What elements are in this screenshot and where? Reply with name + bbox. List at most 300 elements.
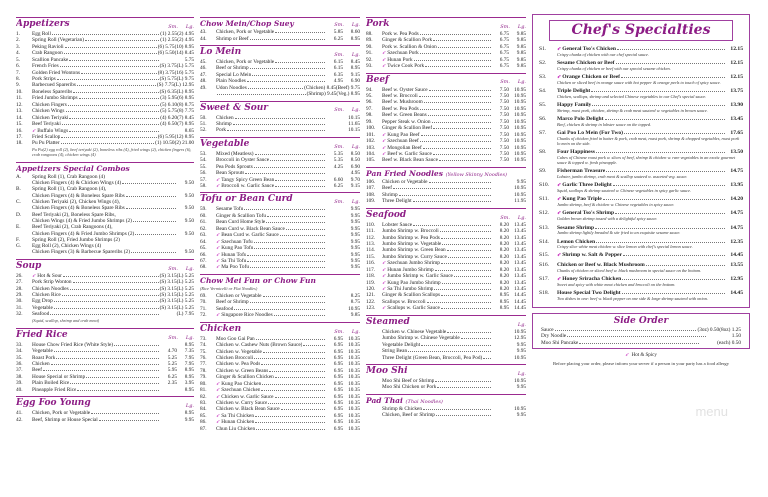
item-name: Moo Shi Chicken or Pork (382, 384, 437, 391)
specialty-item (539, 116, 743, 128)
section-subtitle: (Thai Noodles) (405, 398, 443, 405)
section-title: Fried Rice (16, 329, 68, 340)
item-number: 111. (366, 228, 375, 235)
dot-leader (622, 291, 725, 294)
item-price-large: 12.95 (514, 335, 526, 342)
beef-list (366, 87, 526, 164)
item-price-large: 13.45 (514, 279, 526, 286)
specialty-item (539, 168, 743, 180)
item-price-small: (4) 6.50 (160, 121, 177, 128)
dot-leader (435, 379, 491, 382)
item-price-large: 10.35 (348, 400, 360, 406)
item-price-small: 7.50 (499, 157, 509, 164)
item-price-small: (S) 7.75 (156, 82, 174, 89)
item-price-small: 6.75 (499, 30, 509, 37)
side-price-small: (3oz) 0.50 (697, 326, 720, 333)
item-price-small: 6.95 (333, 367, 343, 374)
combo-letter: F. (16, 236, 20, 243)
specialty-item (539, 46, 743, 58)
item-name: Fried Jumbo Shrimps (32, 95, 78, 102)
item-number: 104. (366, 150, 376, 157)
item-price-small: 6.95 (333, 361, 343, 368)
item-price-small: 6.95 (333, 354, 343, 361)
item-number: 53. (200, 150, 207, 157)
item-name: House Special or Shrimp (32, 373, 86, 380)
dot-leader (423, 407, 491, 410)
specialty-description: Squid, scallops & shrimp sauteed w. Chinese vegetables in spicy garlic sauce. (557, 188, 692, 194)
item-number: 51. (200, 121, 207, 128)
allergy-notice: Before placing your order, please inform your server if a person in your party has a food allergy (552, 361, 730, 367)
item-price-large: 13.45 (514, 266, 526, 273)
dot-leader (267, 214, 325, 217)
specialty-name: Sesame Shrimp (557, 224, 595, 231)
item-number: 28. (16, 285, 23, 292)
item-price-large: (7) 8.45 (177, 114, 194, 121)
item-price-large: (10) 8.95 (174, 43, 194, 50)
item-number: 77. (200, 361, 207, 368)
specialty-name: Gai Poo Lo Mein (For Two) (557, 130, 624, 137)
dot-leader (606, 169, 725, 172)
specialty-price: 14.75 (730, 210, 743, 217)
item-number: 33. (16, 341, 23, 348)
dot-leader (439, 158, 491, 161)
dot-leader (567, 334, 706, 337)
section-title: Egg Foo Young (16, 398, 91, 409)
dot-leader (77, 388, 159, 391)
combo-name: Egg Roll (2), Chicken Wings (4) (32, 243, 102, 250)
item-price-small: 8.20 (499, 221, 509, 228)
item-price-large: 9.95 (350, 245, 360, 252)
specialty-item (539, 130, 743, 147)
item-price-small: (6) 5.75 (157, 43, 175, 50)
item-price-small: 7.50 (499, 86, 509, 93)
item-price-small: 6.95 (333, 393, 343, 400)
item-price-large: (2) 21.00 (174, 140, 194, 147)
pad-thai-list (366, 406, 526, 419)
dot-leader (254, 240, 325, 243)
item-price-large: (14) 8.45 (174, 50, 194, 57)
item-price-small: 7.50 (499, 105, 509, 112)
item-number: 42. (16, 416, 23, 423)
item-price-large: 14.45 (514, 292, 526, 299)
specialty-item (539, 225, 743, 237)
item-price-large: 9.70 (350, 176, 360, 183)
item-price-large: 8.65 (184, 127, 194, 134)
item-price-small: (5) 5.75 (160, 108, 177, 115)
dot-leader (235, 116, 325, 119)
item-name: Chicken Wings (32, 108, 65, 115)
item-number: 16. (16, 127, 23, 134)
dot-leader (51, 362, 159, 365)
item-price-large: 8.45 (350, 58, 360, 65)
item-price-small: 5.35 (333, 157, 343, 164)
item-price-small: 6.15 (333, 58, 343, 65)
item-number: 108. (366, 191, 376, 198)
item-price-small: (S) 3.15 (159, 304, 177, 311)
hot-spicy-icon: ➶ (382, 261, 387, 267)
item-price-large: 13.45 (514, 286, 526, 293)
item-price-large: 7.95 (184, 360, 194, 367)
combo-name: Chicken Fingers (3) & Barbecue Spareribs (2) (32, 249, 130, 256)
item-number: 121. (366, 292, 376, 299)
section-header (16, 259, 194, 272)
item-price-large: 6.90 (350, 78, 360, 85)
item-name: Kung Pao Beef (387, 131, 420, 138)
item-name: Chicken w. Vegetable (216, 348, 262, 355)
item-number: 34. (16, 348, 23, 355)
item-price-large: 9.95 (350, 232, 360, 239)
item-number: 64. (200, 238, 207, 245)
item-price-small: 8.20 (499, 286, 509, 293)
dot-leader (275, 184, 325, 187)
section-title: Tofu or Bean Curd (200, 194, 293, 205)
item-price-large: 9.95 (350, 225, 360, 232)
item-number: 14. (16, 114, 23, 121)
dot-leader (624, 131, 725, 134)
item-name: Jumbo Shrimp w. Green Bean (382, 247, 446, 254)
item-price-small: 6.15 (333, 65, 343, 72)
item-price-large: 10.15 (348, 127, 360, 134)
dot-leader (424, 100, 491, 103)
dot-leader (252, 73, 325, 76)
item-price-large: 10.95 (514, 157, 526, 164)
item-name: Bean Curd Home Style (216, 219, 266, 226)
item-price-small: (S) 6.35 (159, 88, 177, 95)
dot-leader (57, 77, 159, 80)
item-name: Crab Rangoon (32, 50, 63, 57)
item-name: Hot & Sour (37, 272, 62, 279)
specialty-description: Jumbo shrimp, beef & chicken w. Chinese vegetables in spicy sauce. (557, 202, 675, 208)
size-label: Lg. (185, 403, 194, 410)
dot-leader (61, 135, 156, 138)
dot-leader (217, 92, 306, 95)
item-name: Tangy Spicy Green Bean (221, 176, 275, 183)
item-price-small: 6.95 (333, 387, 343, 394)
item-name: Pork Strip Wonton (32, 279, 72, 286)
item-price-large: (L) 5.25 (176, 285, 194, 292)
size-label: Sm. (168, 334, 178, 341)
specialty-code: S3. (539, 74, 547, 81)
item-number: 103. (366, 144, 376, 151)
item-price-large: (2) 4.95 (177, 37, 194, 44)
dot-leader (263, 294, 326, 297)
pork-list (366, 31, 526, 70)
size-label: Lg. (517, 370, 526, 377)
item-name: Szechuan Jumbo Shrimp (387, 260, 440, 267)
item-price-large: 13.45 (514, 247, 526, 254)
specialty-code: S6. (539, 116, 547, 123)
dot-leader (447, 330, 491, 333)
item-price-large: 3.95 (184, 380, 194, 387)
item-price-large: 10.95 (514, 405, 526, 412)
dot-leader (263, 350, 325, 353)
hot-spicy-icon: ➶ (382, 57, 387, 63)
item-price-large: 10.35 (348, 412, 360, 419)
specialty-description: Chicken, scallops, shrimp and selected Chinese vegetables in our Chef's special sauce. (557, 94, 707, 100)
item-price-small: 6.95 (333, 406, 343, 413)
dot-leader (442, 281, 491, 284)
item-number: 38. (16, 373, 23, 380)
specialty-name: Chicken or Beef w. Black Mushroom (557, 261, 645, 268)
dot-leader (605, 117, 725, 120)
dot-leader (56, 356, 159, 359)
item-price-large: (L) 5.25 (176, 272, 194, 279)
specialty-price: 14.75 (730, 168, 743, 175)
size-label: Lg. (517, 321, 526, 328)
section-note: Pu Pu(2) egg roll (2), beef teriyaki (2), boneless ribs (4), fried wings (2), chicken fingers (6), crab rangoons (4), chicken wings (4) (32, 146, 192, 157)
hot-spicy-icon: ➶ (382, 51, 387, 57)
item-name: Chicken, Pork or Vegetable (216, 29, 275, 36)
item-price-small: (3) 5.95 (160, 95, 177, 102)
dot-leader (248, 86, 303, 89)
item-price-large: 9.15 (350, 183, 360, 190)
dot-leader (62, 122, 159, 125)
specialty-item (539, 196, 743, 208)
item-name: Singapore Rice Noodles (221, 312, 273, 319)
section-header (366, 364, 526, 377)
dot-leader (244, 207, 325, 210)
item-number: 49. (200, 84, 207, 91)
specialty-description: Chunks of chicken or sliced beef w. black mushroom in special sauce on the bottom. (557, 267, 702, 273)
item-price-large: 8.50 (350, 150, 360, 157)
menu-item-row (16, 387, 194, 393)
item-number: 109. (366, 198, 376, 205)
item-number: 31. (16, 304, 23, 311)
section-note: (Squid, scallop, shrimp and crab meat) (32, 317, 100, 323)
combo-name: Spring Roll (1), Crab Rangoon (4), (32, 186, 107, 193)
item-number: 82. (200, 393, 207, 400)
dot-leader (399, 193, 491, 196)
dot-leader (262, 382, 325, 385)
specialty-price: 12.35 (730, 238, 743, 245)
specialty-price: 14.20 (730, 196, 743, 203)
combo-item-row (16, 249, 194, 255)
dot-leader (603, 197, 725, 200)
item-price-small: (S) 3.15 (159, 285, 177, 292)
item-price-large: 10.95 (514, 99, 526, 106)
item-price-large: 8.95 (184, 386, 194, 393)
item-name: Hunan Tofu (221, 251, 247, 258)
item-number: 71. (200, 305, 207, 312)
menu-item-row (366, 63, 526, 69)
item-price-large: (Veg.) 8.95 (336, 91, 360, 98)
item-price-large: 14.45 (514, 305, 526, 312)
item-name: Jumbo Shrimp w. Curry Sauce (382, 253, 447, 260)
dot-leader (286, 227, 325, 230)
item-name: Ginger & Scallion Tofu (216, 212, 266, 219)
dot-leader (50, 312, 158, 315)
specialty-code: S18. (539, 289, 550, 296)
item-price-small: (S) 3.15 (159, 298, 177, 305)
item-name: Seafood (216, 305, 234, 312)
item-price-large: (12) 8.95 (174, 133, 194, 140)
item-name: Szechuan Pork (387, 50, 419, 57)
dot-leader (454, 274, 491, 277)
item-number: 96. (366, 99, 373, 106)
specialty-description: Crispy chunks of chicken with our chef special sauce. (557, 52, 650, 58)
hot-spicy-icon: ➶ (216, 313, 221, 319)
section-title (366, 169, 507, 178)
dot-leader (442, 242, 491, 245)
side-order-row (541, 340, 741, 346)
item-price-large: (L) 5.75 (176, 63, 194, 70)
item-price-large: 10.95 (514, 118, 526, 125)
item-number: 100. (366, 125, 376, 132)
hot-spicy-icon: ➶ (216, 246, 221, 252)
item-number: 105. (366, 157, 376, 164)
item-price-large: (L) 5.25 (176, 298, 194, 305)
dot-leader (275, 30, 325, 33)
dot-leader (65, 45, 157, 48)
item-price-small: 5.25 (167, 354, 177, 361)
item-price-small: (5) 6.10 (160, 101, 177, 108)
dot-leader (43, 368, 159, 371)
item-price-small: 7.50 (499, 131, 509, 138)
item-name: Hunan Jumbo Shrimp (387, 266, 434, 273)
section-header (16, 396, 194, 409)
size-label: Lg. (185, 334, 194, 341)
combo-letter: G. (16, 243, 22, 250)
item-price-small: (1) 10.50 (155, 140, 175, 147)
item-name: Beef w. Broccoli (382, 93, 418, 99)
section-title-text: Pan Fried Noodles (366, 168, 443, 178)
section-header (366, 208, 526, 221)
dot-leader (433, 152, 491, 155)
item-price-small: (8) 3.75 (157, 69, 175, 76)
item-name: Shrimp & Chicken (382, 405, 423, 412)
dot-leader (274, 313, 325, 316)
item-price-small: (Shrimp) 9.45 (306, 91, 337, 98)
section-header (200, 192, 360, 205)
item-name: Kung Pao Jumbo Shrimp (387, 279, 441, 286)
side-price-large: (8oz) 1.25 (719, 326, 741, 333)
specialty-code: S5. (539, 102, 547, 109)
dot-leader (250, 37, 325, 40)
hot-spicy-icon: ➶ (216, 177, 221, 183)
side-price-large: (each) 0.50 (717, 339, 741, 346)
combo-name: Spring Roll (2), Fried Jumbo Shrimps (2) (32, 236, 120, 243)
item-price-large: 10.35 (348, 393, 360, 400)
item-price-small: (S) 3.15 (159, 279, 177, 286)
item-number: 10. (16, 88, 23, 95)
lo-mein-list (200, 59, 360, 98)
specialty-price: 12.95 (730, 275, 743, 282)
item-price-small: 6.95 (333, 380, 343, 387)
size-label: Lg. (351, 22, 360, 29)
size-label: Sm. (168, 265, 178, 272)
item-name: Chicken (32, 360, 50, 367)
item-number: 15. (16, 121, 23, 128)
item-name: Beef Teriyaki (32, 121, 61, 128)
dot-leader (275, 178, 325, 181)
section-header (200, 101, 360, 114)
specialty-description: Shrimp, roast pork, chicken, shrimp & crab meat sauteed w. vegetables in brown sauce. (557, 108, 708, 114)
dot-leader (250, 265, 325, 268)
item-price-small: 6.95 (333, 419, 343, 426)
item-price-large: 8.95 (184, 373, 194, 380)
item-number: 27. (16, 279, 23, 286)
section-header (366, 394, 526, 405)
dot-leader (64, 51, 157, 54)
item-price-large: (7) 8.95 (177, 121, 194, 128)
section-header (366, 17, 526, 30)
item-price-small: 6.75 (499, 56, 509, 63)
item-name: Ma Poo Tofu (221, 264, 249, 271)
item-number: 50. (200, 114, 207, 121)
item-name: Bean Curd w. Black Bean Sauce (216, 225, 285, 232)
dot-leader (126, 206, 176, 209)
item-name: Kung Pao Chicken (221, 380, 262, 387)
item-number: 90. (366, 43, 373, 50)
item-name: Plain Boiled Rice (32, 380, 70, 387)
specialty-description: Crispy slice white meat chicken w. slice lemon with chef's special lemon sauce. (557, 244, 693, 250)
item-price-large: 13.45 (514, 234, 526, 241)
item-price-large: 10.95 (514, 150, 526, 157)
item-price-small: 6.35 (333, 71, 343, 78)
item-price-small: 6.75 (499, 43, 509, 50)
item-name: Beef (382, 185, 392, 192)
item-name: Vegetable (32, 304, 53, 311)
item-number: 85. (200, 412, 207, 419)
item-name: Beef or Shrimp (216, 299, 249, 306)
item-number: 56. (200, 170, 207, 177)
specialty-code: S11. (539, 196, 549, 203)
hot-spicy-icon: ➶ (557, 276, 562, 282)
item-price-small: (6) 5.50 (157, 50, 175, 57)
dot-leader (617, 47, 725, 50)
specialty-price: 14.45 (730, 252, 743, 259)
item-price-large: 9.85 (516, 37, 526, 44)
specialty-description: Beef, chicken & shrimp in lobster sauce on the topped. (557, 122, 652, 128)
item-number: 79. (200, 374, 207, 381)
item-name: Chicken Broccoli (216, 354, 254, 361)
item-name: Moo Shi Beef or Shrimp (382, 377, 435, 384)
dot-leader (270, 158, 325, 161)
item-name: Special Lo Mein (216, 71, 252, 78)
dot-leader (646, 263, 725, 266)
item-number: 52. (200, 127, 207, 134)
size-label: Sm. (334, 143, 344, 150)
item-price-large: 9.85 (350, 312, 360, 319)
item-price-small: 8.20 (499, 260, 509, 267)
hot-spicy-icon: ➶ (216, 265, 221, 271)
specialty-price: 14.45 (730, 289, 743, 296)
menu-item-row (200, 36, 360, 42)
section-title: Beef (366, 74, 389, 85)
dot-leader (234, 307, 325, 310)
item-name: Pepper Steak w. Onion (382, 118, 431, 125)
dot-leader (99, 418, 159, 421)
menu-column-2 (200, 14, 360, 491)
section-title: Steamed (366, 316, 410, 327)
item-number: 117. (366, 266, 376, 273)
item-price-small: 2.35 (167, 380, 177, 387)
combo-price: 9.50 (184, 249, 194, 256)
specialty-price: 13.55 (730, 261, 743, 268)
dot-leader (247, 253, 325, 256)
item-price-small: (Chicken) 8.45 (304, 84, 336, 91)
specialty-name: Four Happiness (557, 149, 595, 156)
item-name: Chicken Teriyaki (32, 114, 69, 121)
item-price-small: 4.25 (333, 163, 343, 170)
item-price-small: 6.75 (499, 50, 509, 57)
hot-spicy-icon: ➶ (382, 287, 387, 293)
item-number: 95. (366, 93, 373, 99)
dot-leader (429, 88, 491, 91)
dot-leader (266, 220, 325, 223)
size-label: Lg. (351, 107, 360, 114)
specialty-item (539, 88, 743, 100)
